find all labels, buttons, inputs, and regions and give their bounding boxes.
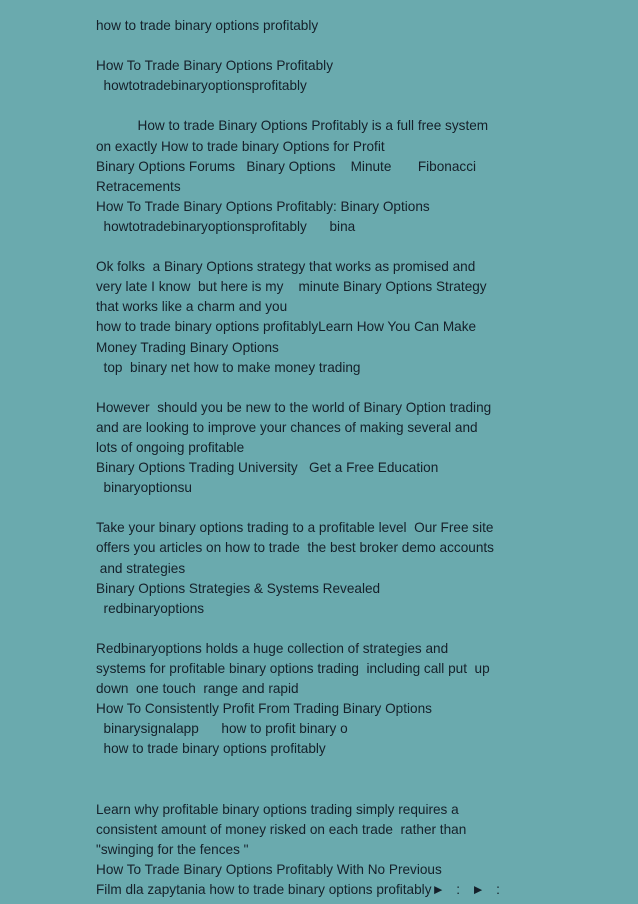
text-line: Binary Options Strategies & Systems Revealed: [96, 580, 381, 596]
text-line: very late I know but here is my minute Binary Options Strategy: [96, 279, 487, 295]
text-line: How To Trade Binary Options Profitably: [96, 58, 333, 74]
text-line: redbinaryoptions: [96, 600, 205, 616]
text-line: How To Consistently Profit From Trading Binary Options: [96, 701, 432, 717]
text-line: Binary Options Trading University Get a Free Education: [96, 460, 439, 476]
blank-line: [96, 498, 598, 518]
text-line: Film dla zapytania how to trade binary options profitably► : ► :: [96, 882, 500, 898]
text-line: Ok folks a Binary Options strategy that works as promised and: [96, 259, 476, 275]
text-line: how to trade binary options profitablyLearn How You Can Make: [96, 319, 477, 335]
text-line: on exactly How to trade binary Options for Profit: [96, 138, 385, 154]
text-line: Retracements: [96, 178, 181, 194]
text-line: However should you be new to the world of Binary Option trading: [96, 399, 492, 415]
text-line: howtotradebinaryoptionsprofitably bina: [96, 218, 356, 234]
text-line: that works like a charm and you: [96, 299, 288, 315]
blank-line: [96, 780, 598, 800]
text-line: down one touch range and rapid: [96, 681, 299, 697]
text-line: "swinging for the fences ": [96, 841, 249, 857]
text-line: and are looking to improve your chances of making several and: [96, 419, 478, 435]
text-line: binaryoptionsu: [96, 480, 192, 496]
text-line: howtotradebinaryoptionsprofitably: [96, 78, 307, 94]
text-line: binarysignalapp how to profit binary o: [96, 721, 348, 737]
blank-line: [96, 36, 598, 56]
text-line: Binary Options Forums Binary Options Minute Fibonacci: [96, 158, 477, 174]
blank-line: [96, 378, 598, 398]
text-line: top binary net how to make money trading: [96, 359, 361, 375]
text-line: Learn why profitable binary options trading simply requires a: [96, 801, 459, 817]
text-line: and strategies: [96, 560, 186, 576]
text-line: consistent amount of money risked on each trade rather than: [96, 821, 467, 837]
text-line: how to trade binary options profitably: [96, 741, 326, 757]
text-line: Redbinaryoptions holds a huge collection of strategies and: [96, 640, 449, 656]
text-line: how to trade binary options profitably: [96, 18, 319, 33]
blank-line: [96, 237, 598, 257]
blank-line: [96, 619, 598, 639]
text-line: How to trade Binary Options Profitably is a full free system: [96, 118, 489, 134]
text-line: systems for profitable binary options trading including call put up: [96, 661, 490, 676]
blank-line: [96, 759, 598, 779]
text-line: offers you articles on how to trade the best broker demo accounts: [96, 540, 494, 556]
blank-line: [96, 96, 598, 116]
text-line: How To Trade Binary Options Profitably: Binary Options: [96, 198, 430, 214]
text-line: Take your binary options trading to a profitable level Our Free site: [96, 520, 494, 536]
text-line: How To Trade Binary Options Profitably With No Previous: [96, 861, 442, 877]
text-line: Money Trading Binary Options: [96, 339, 279, 355]
text-line: lots of ongoing profitable: [96, 439, 245, 455]
